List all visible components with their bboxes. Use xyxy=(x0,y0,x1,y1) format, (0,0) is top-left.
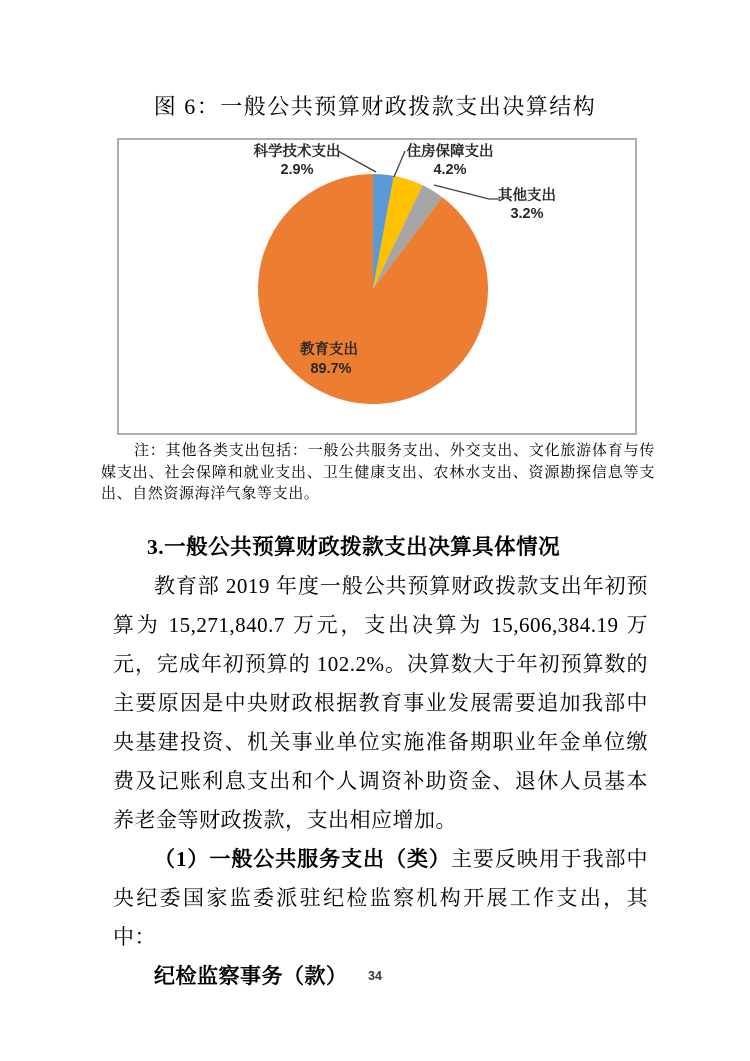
label-science-technology-pct: 2.9% xyxy=(280,162,314,178)
label-education-pct: 89.7% xyxy=(310,361,352,377)
label-other-pct: 3.2% xyxy=(510,206,544,222)
leader-line-housing xyxy=(394,151,405,177)
paragraph-budget-summary: 教育部 2019 年度一般公共预算财政拨款支出年初预算为 15,271,840.7 万元，支出决算为 15,606,384.19 万元，完成年初预算的 102.2%。决算数大于年初预算数的主要原因是中央财政根据教育事业发展需要追加我部中央基建投资、机关事业单位实施准备期职业年金单位缴费及记账利息支出和个人调资补助资金、退休人员基本养老金等财政拨款，支出相应增加。 xyxy=(113,574,648,832)
label-science-technology: 科学技术支出 xyxy=(253,144,341,160)
paragraph-lead-rest: 主要反映用于我部中央纪委国家监委派驻纪检监察机构开展工作支出，其中： xyxy=(113,847,649,949)
pie-slices xyxy=(258,174,488,404)
label-housing-pct: 4.2% xyxy=(433,162,467,178)
leader-line-science-technology xyxy=(338,151,376,172)
label-education: 教育支出 xyxy=(300,342,358,358)
pie-chart-canvas xyxy=(119,140,635,433)
paragraph-discipline-inspection: 纪检监察事务（款） xyxy=(154,964,348,988)
label-other: 其他支出 xyxy=(498,188,556,204)
pie-chart xyxy=(117,138,637,435)
page-number: 34 xyxy=(368,969,382,983)
paragraph-lead-bold: （1）一般公共服务支出（类） xyxy=(154,847,451,871)
figure-note: 注：其他各类支出包括：一般公共服务支出、外交支出、文化旅游体育与传媒支出、社会保障和就业支出、卫生健康支出、农林水支出、资源勘探信息等支出、自然资源海洋气象等支出。 xyxy=(101,443,655,502)
label-housing: 住房保障支出 xyxy=(406,144,494,160)
paragraph-general-public-service xyxy=(113,840,648,957)
leader-line-other xyxy=(434,185,500,199)
figure-title: 图 6：一般公共预算财政拨款支出决算结构 xyxy=(153,94,597,119)
section-heading: 3.一般公共预算财政拨款支出决算具体情况 xyxy=(147,535,561,559)
body-text xyxy=(113,528,648,996)
